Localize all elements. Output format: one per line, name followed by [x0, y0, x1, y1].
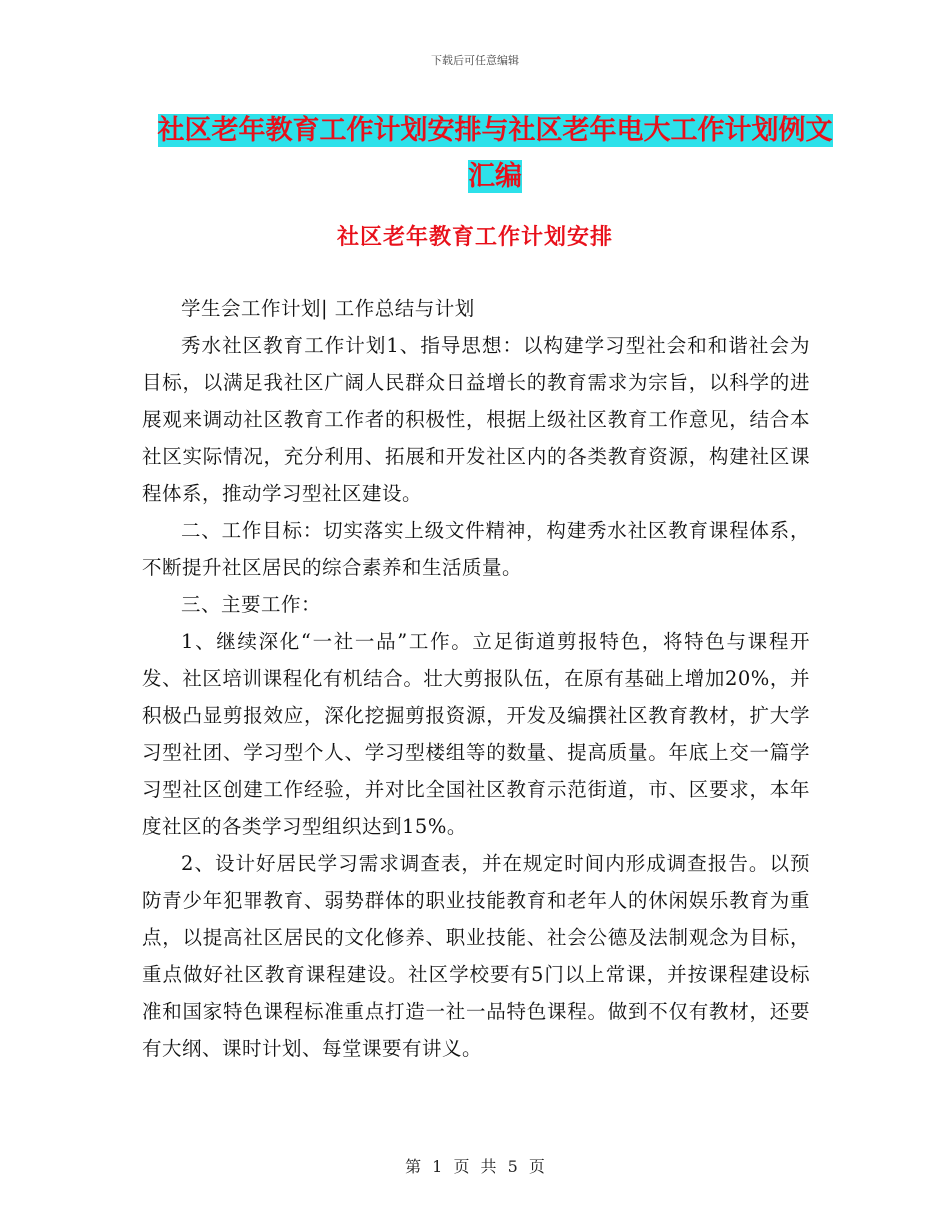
paragraph-item-1: 1、继续深化“一社一品”工作。立足街道剪报特色，将特色与课程开发、社区培训课程化有机结合。壮大剪报队伍，在原有基础上增加20%，并积极凸显剪报效应，深化挖掘剪报资源，开发及编撰社区教育教材，扩大学习型社团、学习型个人、学习型楼组等的数量、提高质量。年底上交一篇学习型社区创建工作经验，并对比全国社区教育示范街道，市、区要求，本年度社区的各类学习型组织达到15%。: [142, 630, 810, 838]
document-title-text: 社区老年教育工作计划安排与社区老年电大工作计划例文汇编: [157, 115, 833, 192]
document-title: [150, 108, 840, 200]
section-title: 社区老年教育工作计划安排: [336, 225, 613, 250]
paragraph-guiding-ideology: 秀水社区教育工作计划1、指导思想：以构建学习型社会和和谐社会为目标，以满足我社区广阔人民群众日益增长的教育需求为宗旨，以科学的进展观来调动社区教育工作者的积极性，根据上级社区教育工作意见，结合本社区实际情况，充分利用、拓展和开发社区内的各类教育资源，构建社区课程体系，推动学习型社区建设。: [142, 334, 810, 505]
paragraph-main-work-heading: 三、主要工作：: [181, 593, 322, 616]
page-number: 第 1 页 共 5 页: [405, 1157, 545, 1176]
paragraph-work-goals: 二、工作目标：切实落实上级文件精神，构建秀水社区教育课程体系，不断提升社区居民的综合素养和生活质量。: [142, 519, 810, 579]
paragraph-item-2: 2、设计好居民学习需求调查表，并在规定时间内形成调查报告。以预防青少年犯罪教育、弱势群体的职业技能教育和老年人的休闲娱乐教育为重点，以提高社区居民的文化修养、职业技能、社会公德及法制观念为目标，重点做好社区教育课程建设。社区学校要有5门以上常课，并按课程建设标准和国家特色课程标准重点打造一社一品特色课程。做到不仅有教材，还要有大纲、课时计划、每堂课要有讲义。: [142, 852, 810, 1060]
header-note: 下载后可任意编辑: [431, 54, 519, 67]
document-body: [142, 290, 810, 1067]
paragraph-subtitle: 学生会工作计划| 工作总结与计划: [181, 297, 475, 320]
